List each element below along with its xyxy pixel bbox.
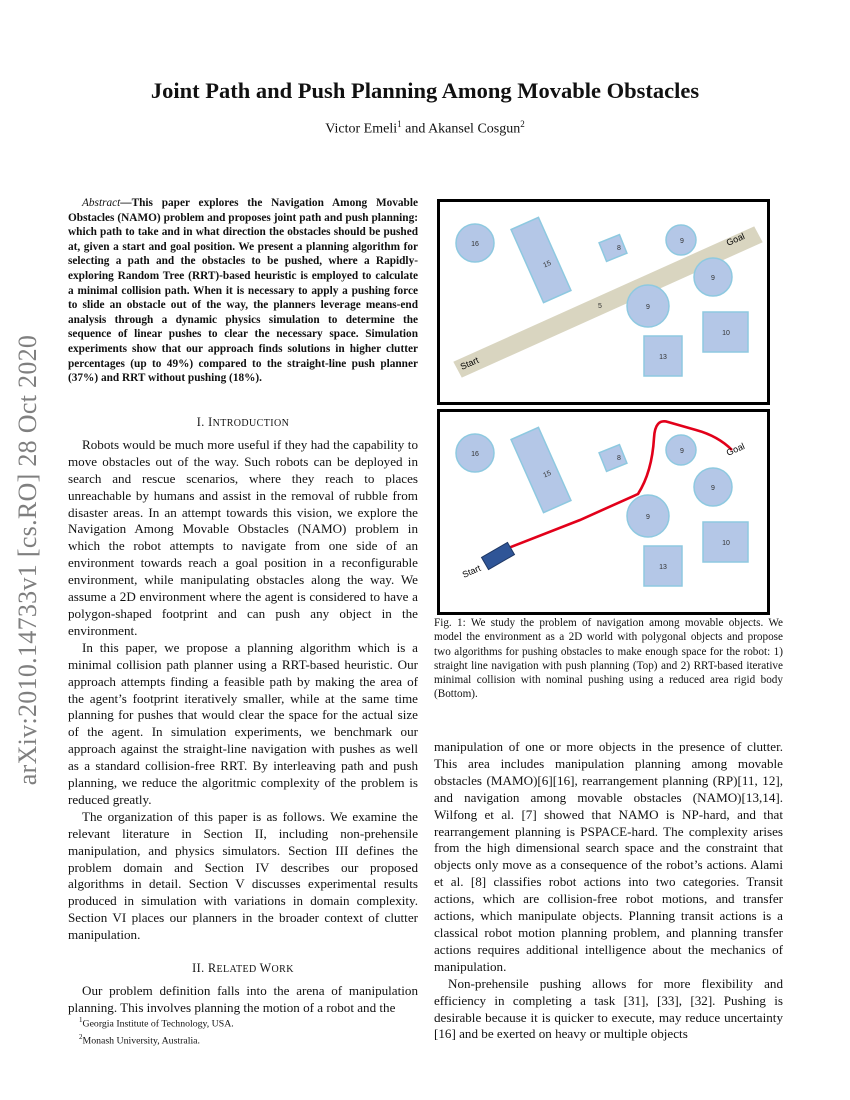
- obstacle-rect-15: [511, 217, 571, 302]
- figure-bottom-drawing: [440, 412, 767, 612]
- obstacle-square-8: [599, 235, 627, 262]
- author-1-affiliation: 1: [397, 119, 402, 129]
- footnotes: [79, 1014, 234, 1048]
- section-heading-related-work: II. RELATED WORK: [192, 961, 294, 976]
- label-16: 16: [471, 451, 479, 458]
- section-heading-introduction: I. INTRODUCTION: [196, 415, 290, 429]
- label-10: 10: [722, 330, 730, 337]
- label-13: 13: [659, 354, 667, 361]
- footnote-2: $^2$Monash University, Australia.: [79, 1032, 200, 1047]
- label-8: 8: [617, 455, 621, 462]
- obstacle-square-8: [599, 445, 627, 472]
- label-9b: 9: [711, 485, 715, 492]
- figure-caption: Fig. 1: We study the problem of navigation among movable objects. We model the environment as a 2D world with polygonal objects and propose two algorithms for pushing obstacles to make enough space for the robot: 1) straight line navigation with push planning (Top) and 2) RRT-based iterative minimal collision with nominal pushing using a reduced area rigid body (Bottom).: [434, 617, 783, 701]
- figure-top-panel: [437, 199, 770, 405]
- author-line: [0, 119, 850, 138]
- footnote-1: $^1$Georgia Institute of Technology, USA.: [79, 1016, 234, 1030]
- label-16: 16: [471, 241, 479, 248]
- author-conjunction: and: [401, 121, 429, 137]
- right-column: [434, 739, 783, 1043]
- robot: [482, 542, 515, 569]
- start-label: Start: [460, 562, 483, 580]
- label-15: 15: [542, 259, 553, 270]
- label-8: 8: [617, 245, 621, 252]
- abstract: [68, 196, 418, 386]
- start-label: Start: [458, 354, 481, 372]
- goal-label: Goal: [724, 230, 747, 248]
- related-paragraph-2: manipulation of one or more objects in the presence of clutter. This area includes manipulation planning among movable obstacles (MAMO)[6][16], rearrangement planning (RP)[11, 12], and navigation among movable obstacles (NAMO)[13,14]. Wilfong et al. [7] showed that NAMO is NP-hard, and that rearrangement planning is PSPACE-hard. The complexity arises from the high dimensional search space and the constraint that objects only move as a consequence of the robot’s actions. Alami et al. [8] classifies robot actions into two categories. Transit actions, which are collision-free robot motions, and transfer actions, which manipulate objects. Planning transit actions is a classical robot motion planning problem, and planning transfer actions requires additional intelligence about the mechanics of manipulation.: [434, 739, 783, 974]
- paper-title: Joint Path and Push Planning Among Movable Obstacles: [150, 78, 700, 103]
- label-9c: 9: [646, 304, 650, 311]
- figure-bottom-panel: [437, 409, 770, 615]
- label-15: 15: [542, 469, 553, 480]
- left-column: [68, 414, 418, 1017]
- figure-top-drawing: [440, 202, 767, 402]
- abstract-label: Abstract: [82, 197, 121, 209]
- label-9a: 9: [680, 448, 684, 455]
- label-10: 10: [722, 540, 730, 547]
- related-paragraph-3: Non-prehensile pushing allows for more flexibility and efficiency in completing a task [31], [33], [32]. Pushing is desirable because it is quicker to execute, may reduce uncertainty [16] and be exerted on heavy or multiple objects: [434, 975, 783, 1042]
- label-13: 13: [659, 564, 667, 571]
- intro-paragraph-1: Robots would be much more useful if they had the capability to move obstacles out of the way. Such robots can be deployed in search and rescue scenarios, where they reach to places unreachable by humans and assist in the removal of rubble from disaster areas. In an attempt towards this vision, we explore the Navigation Among Movable Obstacles (NAMO) problem in which the robot attempts to navigate from one side of an environment towards reach a goal position in a reconfigurable environment, while manipulating obstacles along the way. We assume a 2D environment where the agent is considered to have a polygon-shaped footprint and can push any object in the environment.: [68, 436, 418, 638]
- goal-label: Goal: [724, 440, 747, 458]
- obstacle-rect-15: [511, 427, 571, 512]
- abstract-text: —This paper explores the Navigation Among Movable Obstacles (NAMO) problem and proposes joint path and push planning: which path to take and in what direction the obstacles should be pushed at, given a start and goal position. We present a planning algorithm for selecting a path and the obstacles to be pushed, where a Rapidly-exploring Random Tree (RRT)-based heuristic is employed to calculate a minimal collision path. When it is necessary to apply a pushing force to slide an obstacle out of the way, the planners leverage means-end analysis through a dynamic physics simulation to determine the sequence of linear pushes to clear the necessary space. Simulation experiments show that our approach finds solutions in higher clutter percentages (up to 49%) compared to the straight-line push planner (37%) and RRT without pushing (18%).: [68, 197, 418, 385]
- author-2-affiliation: 2: [520, 119, 525, 129]
- label-9a: 9: [680, 238, 684, 245]
- intro-paragraph-3: The organization of this paper is as follows. We examine the relevant literature in Section II, including non-prehensile manipulation, and physics simulators. Section III defines the problem domain and Section IV describes our proposed algorithms in detail. Section V discusses experimental results produced in simulation with variations in domain complexity. Section VI places our planners in the broader context of clutter manipulation.: [68, 808, 418, 943]
- arxiv-identifier: arXiv:2010.14733v1 [cs.RO] 28 Oct 2020: [13, 334, 42, 786]
- label-9b: 9: [711, 275, 715, 282]
- related-paragraph-1: Our problem definition falls into the arena of manipulation planning. This involves planning the motion of a robot and the: [68, 983, 418, 1015]
- label-9c: 9: [646, 514, 650, 521]
- author-2: Akansel Cosgun: [428, 121, 521, 137]
- author-1: Victor Emeli: [325, 121, 398, 137]
- label-5: 5: [598, 303, 602, 310]
- intro-paragraph-2: In this paper, we propose a planning algorithm which is a minimal collision path planner using a RRT-based heuristic. Our approach attempts finding a feasible path by making the area of the agent’s footprint iteratively smaller, while at the same time planning for pushes that would clear the space for the actual size of the agent. In simulation experiments, we benchmark our approach against the straight-line navigation with pushes as well as a standard collision-free RRT. By interleaving path and push planning, we reduce the algoritmic complexity of the problem is reduced greatly.: [68, 639, 418, 807]
